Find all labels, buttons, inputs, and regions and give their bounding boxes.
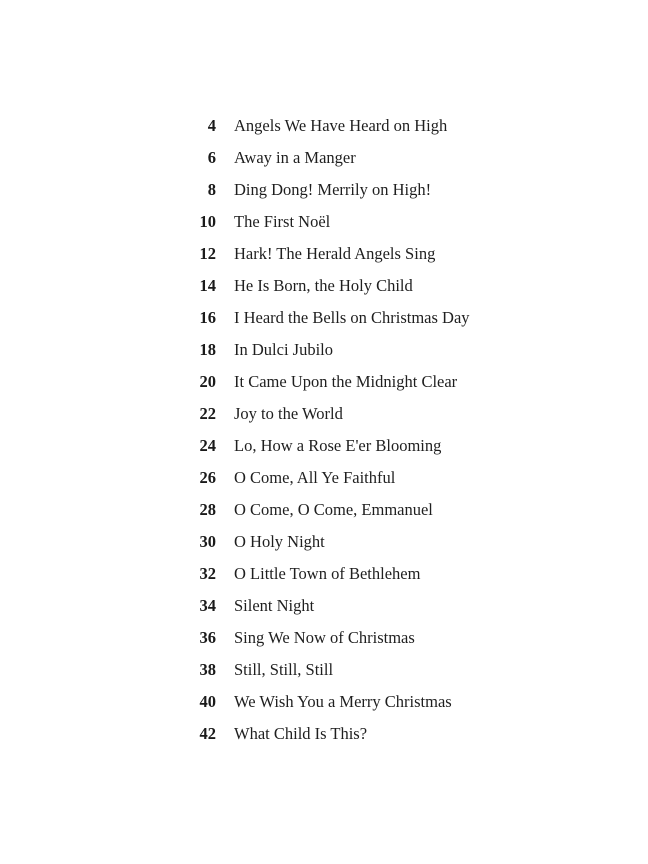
song-title: It Came Upon the Midnight Clear xyxy=(234,372,458,391)
toc-entry[interactable] xyxy=(0,398,648,430)
page-number: 10 xyxy=(199,212,216,231)
page-number: 40 xyxy=(199,692,216,711)
page-number: 8 xyxy=(207,180,216,199)
song-title: He Is Born, the Holy Child xyxy=(234,276,413,295)
toc-entry[interactable] xyxy=(0,526,648,558)
song-title: We Wish You a Merry Christmas xyxy=(234,692,452,711)
toc-entry[interactable] xyxy=(0,142,648,174)
song-title: Ding Dong! Merrily on High! xyxy=(234,180,432,199)
toc-entry[interactable] xyxy=(0,430,648,462)
song-title: Away in a Manger xyxy=(234,148,356,167)
page-number: 22 xyxy=(199,404,216,423)
toc-entry[interactable] xyxy=(0,654,648,686)
page-number: 18 xyxy=(199,340,216,359)
song-title: In Dulci Jubilo xyxy=(234,340,333,359)
page-number: 6 xyxy=(207,148,216,167)
toc-entry[interactable] xyxy=(0,206,648,238)
toc-entry[interactable] xyxy=(0,270,648,302)
song-title: O Come, All Ye Faithful xyxy=(234,468,396,487)
song-title: I Heard the Bells on Christmas Day xyxy=(234,308,470,327)
page-number: 32 xyxy=(199,564,216,583)
page-number: 12 xyxy=(199,244,216,263)
toc-entry[interactable] xyxy=(0,462,648,494)
page-number: 20 xyxy=(199,372,216,391)
toc-entry[interactable] xyxy=(0,174,648,206)
song-title: Angels We Have Heard on High xyxy=(234,116,448,135)
toc-entry[interactable] xyxy=(0,334,648,366)
toc-entry[interactable] xyxy=(0,110,648,142)
song-title: O Holy Night xyxy=(234,532,325,551)
toc-entry[interactable] xyxy=(0,366,648,398)
song-title: O Come, O Come, Emmanuel xyxy=(234,500,433,519)
song-title: Silent Night xyxy=(234,596,315,615)
song-title: The First Noël xyxy=(234,212,331,231)
page-number: 16 xyxy=(199,308,216,327)
toc-entry[interactable] xyxy=(0,686,648,718)
page-number: 30 xyxy=(199,532,216,551)
table-of-contents xyxy=(0,110,648,750)
page-number: 14 xyxy=(199,276,216,295)
page-number: 36 xyxy=(199,628,216,647)
song-title: O Little Town of Bethlehem xyxy=(234,564,421,583)
toc-entry[interactable] xyxy=(0,718,648,750)
song-title: What Child Is This? xyxy=(234,724,368,743)
song-title: Still, Still, Still xyxy=(234,660,334,679)
song-title: Hark! The Herald Angels Sing xyxy=(234,244,436,263)
song-title: Joy to the World xyxy=(234,404,343,423)
toc-entry[interactable] xyxy=(0,302,648,334)
page-number: 42 xyxy=(199,724,216,743)
song-title: Lo, How a Rose E'er Blooming xyxy=(234,436,442,455)
toc-entry[interactable] xyxy=(0,590,648,622)
toc-entry[interactable] xyxy=(0,558,648,590)
page-number: 34 xyxy=(199,596,216,615)
page-number: 28 xyxy=(199,500,216,519)
toc-entry[interactable] xyxy=(0,238,648,270)
toc-entry[interactable] xyxy=(0,494,648,526)
song-title: Sing We Now of Christmas xyxy=(234,628,415,647)
toc-entry[interactable] xyxy=(0,622,648,654)
page-number: 38 xyxy=(199,660,216,679)
page-number: 24 xyxy=(199,436,216,455)
page-number: 26 xyxy=(199,468,216,487)
page-number: 4 xyxy=(207,116,216,135)
